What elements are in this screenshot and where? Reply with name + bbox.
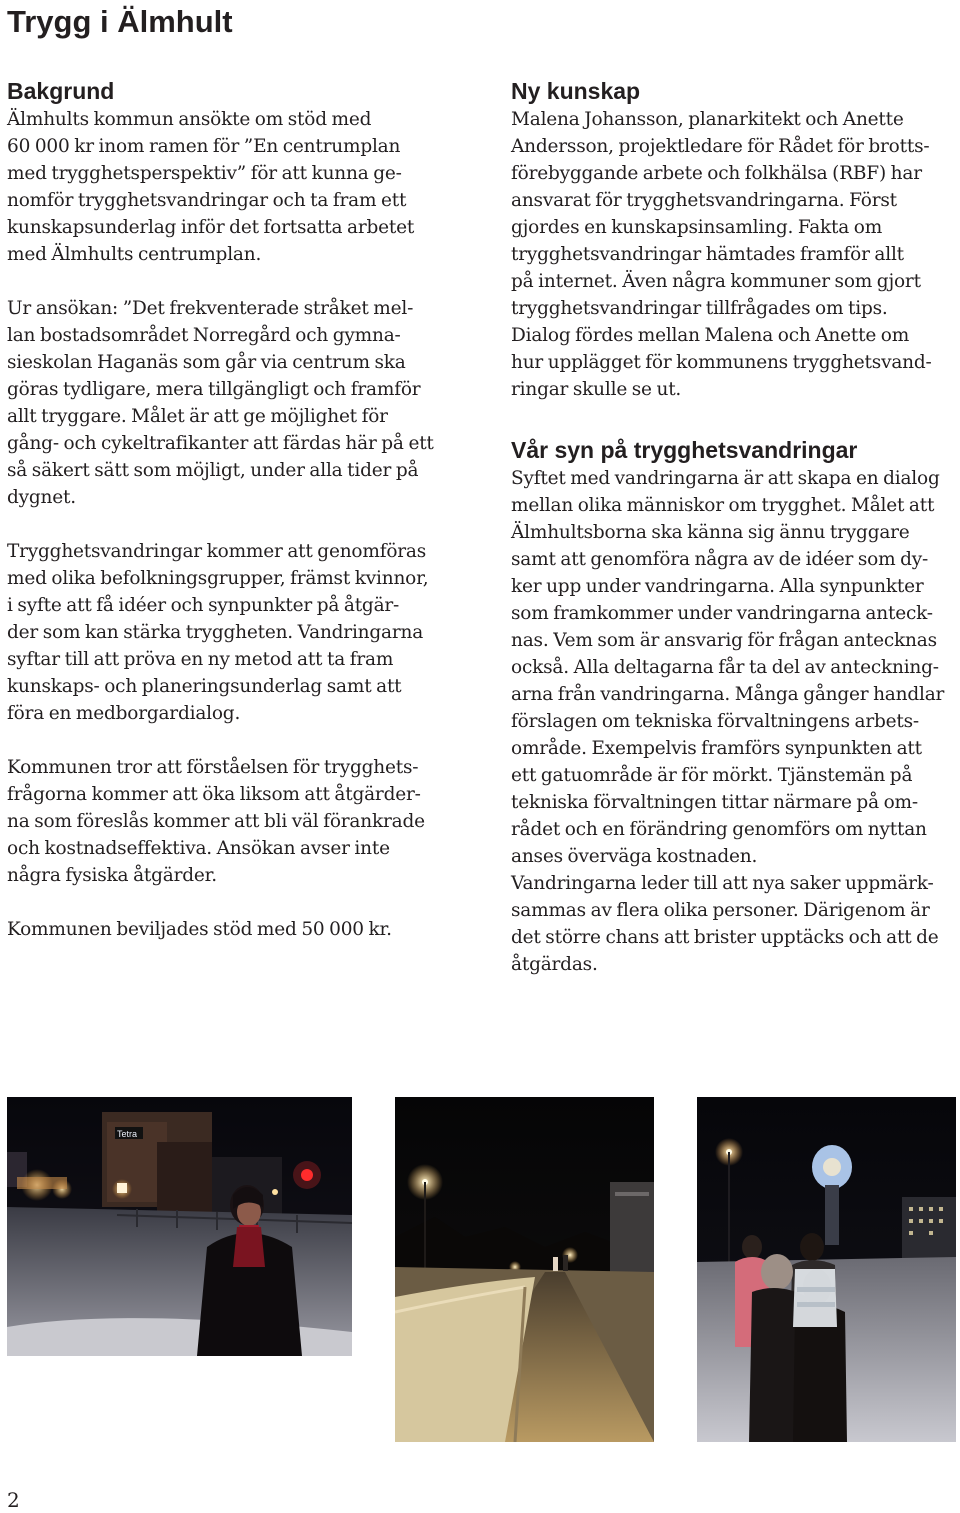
text-line: som framkommer under vandringarna anteck-: [511, 603, 933, 624]
text-line: och kostnadseffektiva. Ansökan avser inte: [7, 838, 390, 859]
paragraph-bakgrund-1: [7, 106, 457, 268]
text-line: sieskolan Haganäs som går via centrum ska: [7, 352, 406, 373]
text-line: mellan olika människor om trygghet. Målet att: [511, 495, 935, 516]
text-line: det större chans att brister upptäcks och att de: [511, 927, 939, 948]
text-line: åtgärdas.: [511, 954, 598, 975]
text-line: trygghetsvandringar tillfrågades om tips.: [511, 298, 888, 319]
paragraph-bakgrund-3: [7, 538, 457, 727]
text-line: kunskapsunderlag inför det fortsatta arbetet: [7, 217, 415, 238]
text-line: sammas av flera olika personer. Därigenom är: [511, 900, 930, 921]
text-line: rådet och en förändring genomförs om nyttan: [511, 819, 927, 840]
photo-night-street-woman: [7, 1097, 352, 1356]
page-number: 2: [7, 1488, 20, 1512]
text-line: Kommunen beviljades stöd med 50 000 kr.: [7, 919, 392, 940]
text-line: med Älmhults centrumplan.: [7, 244, 262, 265]
text-line: förslagen om tekniska förvaltningens arbets-: [511, 711, 919, 732]
text-line: föra en medborgardialog.: [7, 703, 241, 724]
text-line: trygghetsvandringar hämtades framför allt: [511, 244, 904, 265]
text-line: gång- och cykeltrafikanter att färdas här på ett: [7, 433, 434, 454]
paragraph-ny-kunskap: [511, 106, 960, 403]
text-line: kunskaps- och planeringsunderlag samt att: [7, 676, 402, 697]
text-line: na som föreslås kommer att bli väl förankrade: [7, 811, 425, 832]
heading-ny-kunskap: Ny kunskap: [511, 78, 641, 104]
paragraph-bakgrund-5: [7, 916, 457, 943]
text-line: nomför trygghetsvandringar och ta fram ett: [7, 190, 407, 211]
text-line: nas. Vem som är ansvarig för frågan antecknas: [511, 630, 937, 651]
text-line: göras tydligare, mera tillgängligt och framför: [7, 379, 421, 400]
text-line: Andersson, projektledare för Rådet för brotts-: [511, 136, 930, 157]
paragraph-bakgrund-4: [7, 754, 457, 889]
text-line: Älmhultsborna ska känna sig ännu tryggare: [511, 522, 910, 543]
text-line: Vandringarna leder till att nya saker uppmärk-: [511, 873, 934, 894]
text-line: allt tryggare. Målet är att ge möjlighet för: [7, 406, 388, 427]
heading-var-syn: Vår syn på trygghetsvandringar: [511, 437, 858, 463]
text-line: Ur ansökan: ”Det frekventerade stråket mel-: [7, 298, 414, 319]
photo-snowy-road-night-image: [395, 1097, 654, 1442]
photo-snowy-road-night: [395, 1097, 654, 1442]
text-line: dygnet.: [7, 487, 76, 508]
text-line: anses överväga kostnaden.: [511, 846, 758, 867]
text-line: samt att genomföra några av de idéer som dy-: [511, 549, 929, 570]
text-line: gjordes en kunskapsinsamling. Fakta om: [511, 217, 883, 238]
text-line: så säkert sätt som möjligt, under alla tider på: [7, 460, 419, 481]
text-line: Syftet med vandringarna är att skapa en dialog: [511, 468, 940, 489]
paragraph-var-syn: [511, 465, 960, 978]
text-line: hur upplägget för kommunens trygghetsvand-: [511, 352, 932, 373]
page-title: Trygg i Älmhult: [7, 4, 233, 39]
text-line: Kommunen tror att förståelsen för trygghets-: [7, 757, 419, 778]
paragraph-bakgrund-2: [7, 295, 457, 511]
text-line: på internet. Även några kommuner som gjort: [511, 271, 921, 292]
text-line: der som kan stärka tryggheten. Vandringarna: [7, 622, 424, 643]
photo-group-water-tower-image: [697, 1097, 956, 1442]
text-line: Älmhults kommun ansökte om stöd med: [7, 109, 372, 130]
text-line: område. Exempelvis framförs synpunkten att: [511, 738, 922, 759]
text-line: Trygghetsvandringar kommer att genomföras: [7, 541, 427, 562]
text-line: med olika befolkningsgrupper, främst kvinnor,: [7, 568, 429, 589]
text-line: förebyggande arbete och folkhälsa (RBF) har: [511, 163, 922, 184]
text-line: syftar till att pröva en ny metod att ta fram: [7, 649, 394, 670]
heading-bakgrund: Bakgrund: [7, 78, 115, 104]
text-line: med trygghetsperspektiv” för att kunna ge-: [7, 163, 402, 184]
text-line: ringar skulle se ut.: [511, 379, 682, 400]
text-line: Malena Johansson, planarkitekt och Anette: [511, 109, 904, 130]
text-line: i syfte att få idéer och synpunkter på åtgär-: [7, 595, 400, 616]
text-line: också. Alla deltagarna får ta del av anteckning-: [511, 657, 939, 678]
photo-sign-text: Tetra: [117, 1129, 138, 1139]
text-line: Dialog fördes mellan Malena och Anette om: [511, 325, 910, 346]
left-column: [7, 76, 457, 943]
text-line: frågorna kommer att öka liksom att åtgärder-: [7, 784, 421, 805]
text-line: 60 000 kr inom ramen för ”En centrumplan: [7, 136, 401, 157]
photo-night-street-woman-image: [7, 1097, 352, 1356]
text-line: tekniska förvaltningen tittar närmare på om-: [511, 792, 918, 813]
right-column: [511, 76, 960, 978]
text-line: ker upp under vandringarna. Alla synpunkter: [511, 576, 924, 597]
text-line: ett gatuområde är för mörkt. Tjänstemän på: [511, 765, 913, 786]
text-line: ansvarat för trygghetsvandringarna. Först: [511, 190, 897, 211]
text-line: arna från vandringarna. Många gånger handlar: [511, 684, 945, 705]
photo-group-water-tower: [697, 1097, 956, 1442]
text-line: några fysiska åtgärder.: [7, 865, 217, 886]
text-line: lan bostadsområdet Norregård och gymna-: [7, 325, 401, 346]
